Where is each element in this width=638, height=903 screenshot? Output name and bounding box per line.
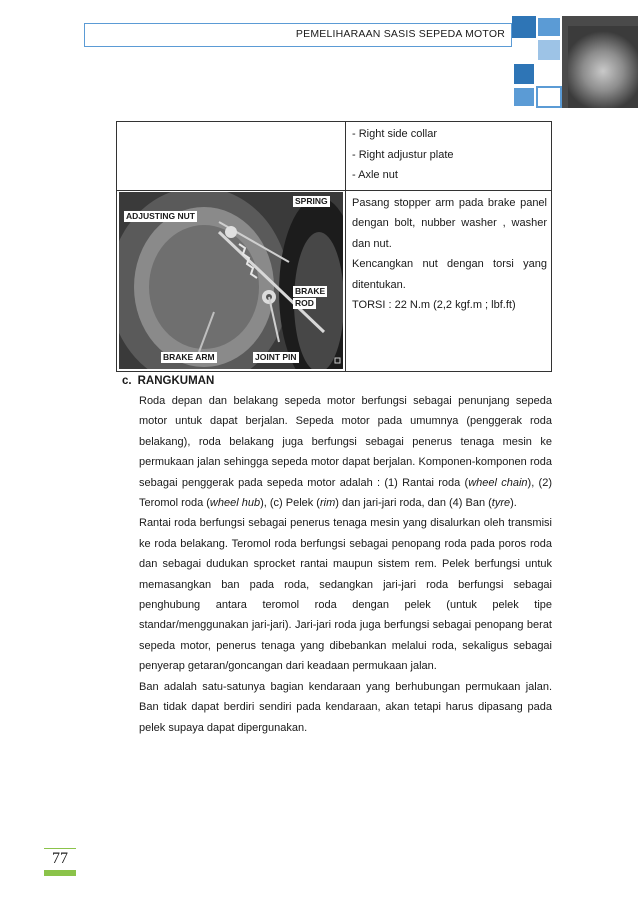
header-decoration <box>512 16 638 108</box>
page-number-rule <box>44 848 76 849</box>
paragraph: Rantai roda berfungsi sebagai penerus tenaga mesin yang disalurkan oleh transmisi ke roda belakang. Teromol roda berfungsi sebagai penopang roda pada poros roda dan sebagai dudukan sprocket rantai maupun sistem rem. Pelek berfungsi untuk memasangkan ban pada roda, sedangkan jari-jari roda berfungsi sebagai penghubung antara teromol roda dengan pelek (untuk pelek tipe standar/menggunakan jari-jari). Jari-jari roda juga berfungsi sebagai penopang berat sepeda motor, penerus tenaga yang dibebankan melalui roda, sekaligus sebagai penyerap getaran/goncangan dari keadaan permukaan jalan. <box>139 517 552 673</box>
text-run: ) dan jari-jari roda, dan (4) Ban ( <box>335 497 492 510</box>
list-item: - Axle nut <box>352 165 547 186</box>
header-bar <box>84 23 512 47</box>
brake-assembly-photo <box>119 192 343 369</box>
section-title: RANGKUMAN <box>137 375 215 387</box>
label-brake-arm: BRAKE ARM <box>163 351 215 362</box>
label-rod: ROD <box>295 297 314 308</box>
italic-term: wheel chain <box>468 476 528 489</box>
text-run: Roda depan dan belakang sepeda motor berfungsi sebagai penunjang sepeda motor untuk dapat berjalan. Sepeda motor pada umumnya (penggerak roda belakang), roda belakang juga berfungsi sebagai penerus tenaga mesin ke permukaan jalan sehingga sepeda motor dapat berjalan. Komponen-komponen roda sebagai penggerak pada sepeda motor adalah : (1) Rantai roda ( <box>139 395 552 489</box>
photo-cell <box>117 190 346 371</box>
instruction-cell <box>346 190 552 371</box>
procedure-table <box>116 121 552 372</box>
table-row <box>117 122 552 191</box>
blue-square <box>512 16 536 38</box>
instruction-step: Pasang stopper arm pada brake panel dengan bolt, nubber washer , washer dan nut. <box>352 196 547 250</box>
summary-section <box>122 375 552 738</box>
white-square <box>512 38 536 62</box>
blue-square <box>536 38 562 62</box>
text-run: ), (c) Pelek ( <box>260 497 320 510</box>
section-heading <box>122 375 552 387</box>
instruction-step: Kencangkan nut dengan torsi yang ditentukan. <box>352 258 547 291</box>
label-joint-pin: JOINT PIN <box>255 351 297 362</box>
section-number: c. <box>122 375 132 387</box>
blue-square <box>536 16 562 38</box>
white-square <box>536 86 562 108</box>
label-adjusting-nut: ADJUSTING NUT <box>126 210 195 221</box>
paragraph <box>139 391 552 513</box>
page-number: 77 <box>52 850 68 867</box>
table-row <box>117 190 552 371</box>
page-number-bar <box>44 870 76 876</box>
list-item: - Right adjustur plate <box>352 145 547 166</box>
brake-disc-photo <box>568 26 638 108</box>
blue-square <box>512 86 536 108</box>
header-title: PEMELIHARAAN SASIS SEPEDA MOTOR <box>295 28 505 40</box>
italic-term: tyre <box>491 497 511 510</box>
blue-square <box>512 62 536 86</box>
torque-spec: TORSI : 22 N.m (2,2 kgf.m ; lbf.ft) <box>352 299 516 311</box>
parts-cell <box>346 122 552 191</box>
instruction-text <box>346 191 551 320</box>
text-run: ). <box>510 497 517 510</box>
parts-list <box>346 122 551 190</box>
label-brake: BRAKE <box>295 285 326 296</box>
label-spring: SPRING <box>295 195 328 206</box>
paragraph: Ban adalah satu-satunya bagian kendaraan yang berhubungan permukaan jalan. Ban tidak dapat berdiri sendiri pada kendaraan, akan tetapi harus dipasang pada pelek supaya dapat dipergunakan. <box>139 680 552 734</box>
italic-term: wheel hub <box>209 497 261 510</box>
white-square <box>536 62 562 86</box>
list-item: - Right side collar <box>352 124 547 145</box>
italic-term: rim <box>319 497 336 510</box>
text-run: ), (2) Teromol roda ( <box>139 476 552 510</box>
empty-cell <box>117 122 346 191</box>
